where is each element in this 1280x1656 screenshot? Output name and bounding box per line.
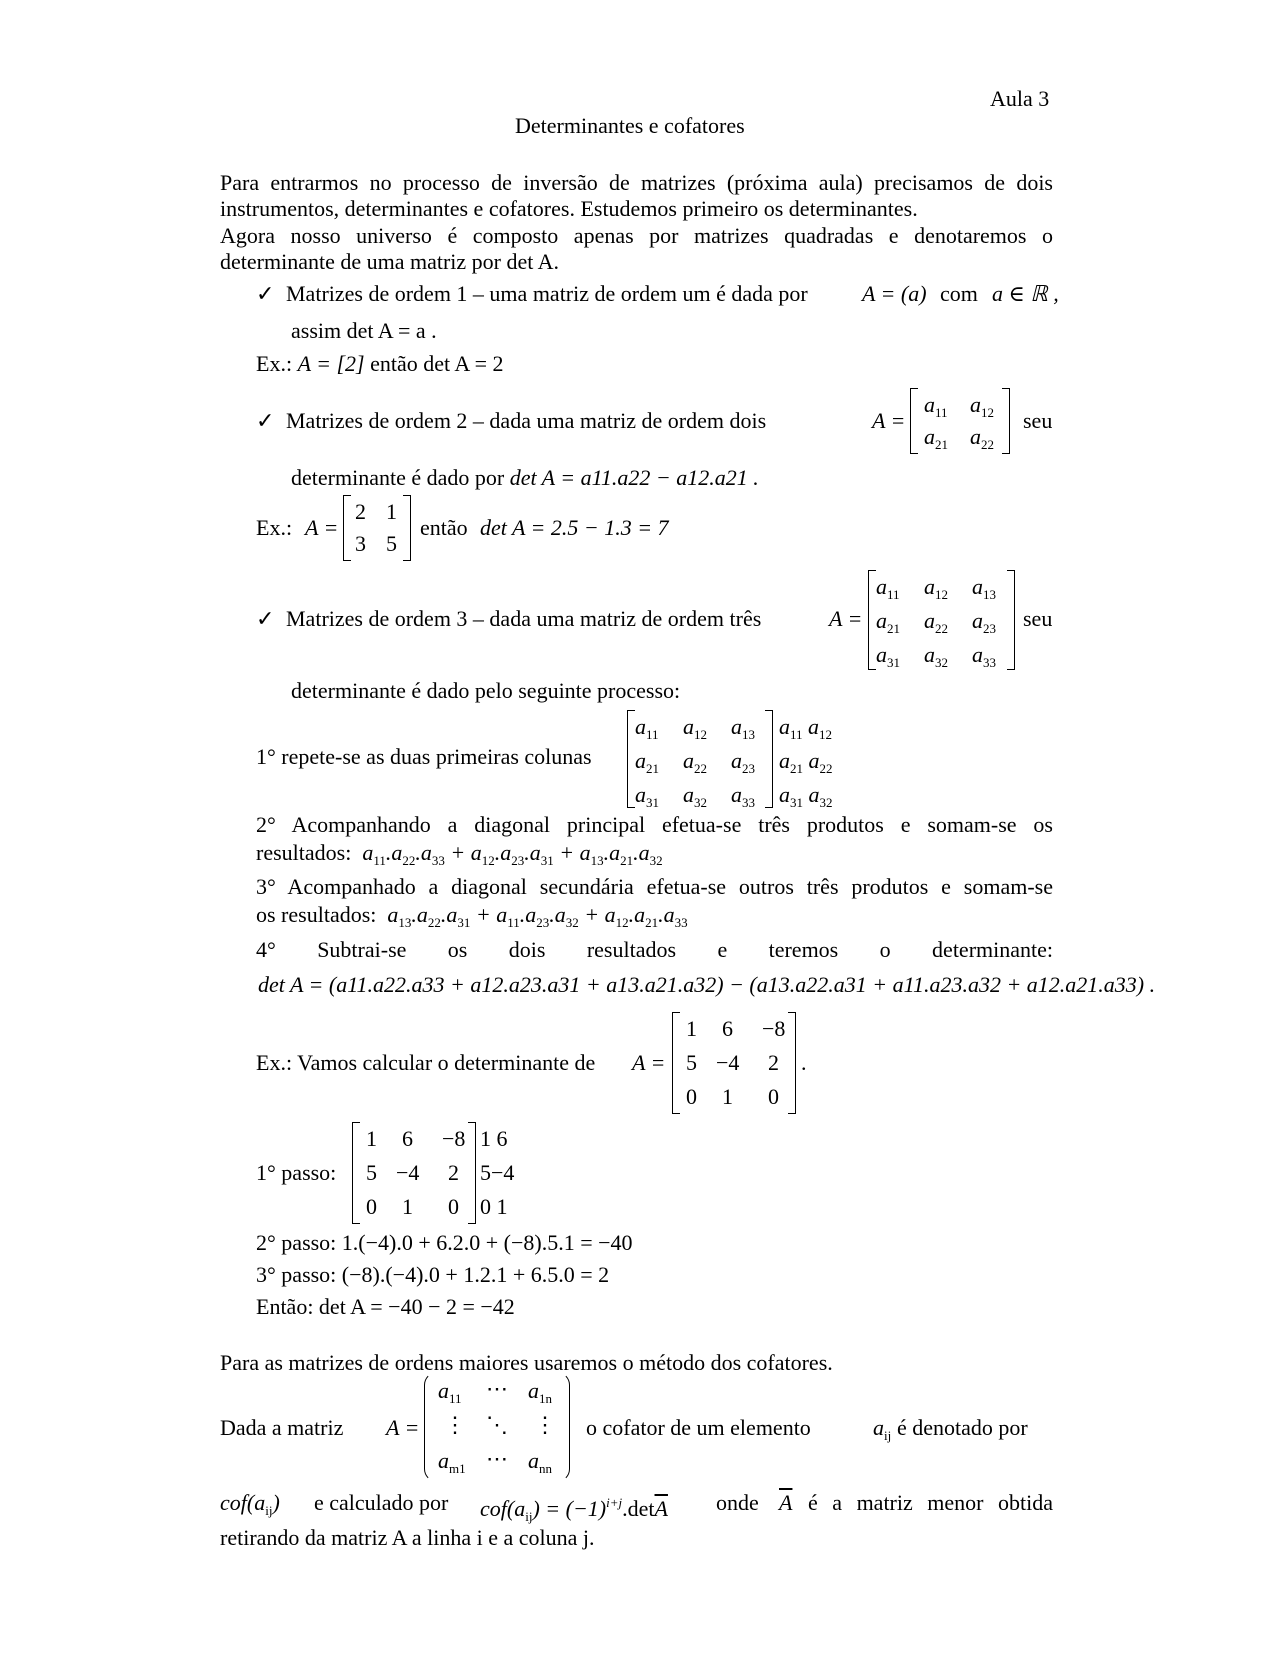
order2-example-lhs: A = (305, 515, 339, 540)
order3-extended-matrix (627, 710, 773, 808)
repeated-columns-row: $a_{11}$ $a_{12}$ (779, 714, 833, 742)
matrix-entry: 0 (768, 1084, 779, 1109)
cofactor-notation: $cof(a_{ij})$ (220, 1490, 280, 1518)
order3-step2-line2: resultados: $a_{11}.a_{22}.a_{33} + a_{12}.a_{23}.a_{31} + a_{13}.a_{21}.a_{32}$ (256, 840, 663, 868)
order1-set: a ∈ ℝ , (992, 281, 1059, 306)
cofactor-formula: $cof(a_{ij}) = (-1)^{i+j}.\det\overline{A}$ (480, 1495, 668, 1524)
matrix-entry: 1 (686, 1016, 697, 1041)
matrix-entry: −8 (762, 1016, 786, 1041)
order3-step2-line1: 2° Acompanhando a diagonal principal efetua-se três produtos e somam-se os (256, 812, 1053, 837)
matrix-entry: $a_{23}$ (972, 608, 996, 636)
repeated-columns-row: $a_{21}$ $a_{22}$ (779, 748, 833, 776)
cofactor-given: Dada a matriz (220, 1415, 344, 1440)
repeated-columns-row: 5−4 (480, 1160, 515, 1185)
order1-formula: A = (a) (862, 281, 927, 306)
matrix-entry: $a_{32}$ (924, 642, 948, 670)
cofactor-aij: $a_{ij}$ (873, 1415, 892, 1443)
matrix-entry: ⋮ (444, 1412, 466, 1437)
order2-example-result: det A = 2.5 − 1.3 = 7 (480, 515, 669, 540)
matrix-entry: $a_{23}$ (731, 748, 755, 776)
cofactor-desc: o cofator de um elemento (586, 1415, 811, 1440)
order3-text: Matrizes de ordem 3 – dada uma matriz de ordem três (286, 606, 762, 631)
matrix-entry: $a_{13}$ (972, 574, 996, 602)
example-label: Ex.: (256, 351, 293, 376)
matrix-entry: $a_{33}$ (731, 782, 755, 810)
order2-example-matrix (343, 495, 411, 561)
order3-matrix (868, 570, 1015, 670)
example3-step2: 2° passo: 1.(−4).0 + 6.2.0 + (−8).5.1 = −40 (256, 1230, 633, 1255)
example3-step1-label: 1° passo: (256, 1160, 337, 1185)
order3-step4-formula: det A = (a11.a22.a33 + a12.a23.a31 + a13.a21.a32) − (a13.a22.a31 + a11.a23.a32 + a12.a21.a33) . (258, 972, 1156, 997)
order1-com: com (940, 281, 978, 306)
matrix-entry: $a_{1n}$ (528, 1378, 552, 1406)
matrix-entry: 2 (448, 1160, 459, 1185)
repeated-columns-row: 0 1 (480, 1194, 508, 1219)
matrix-entry: 0 (686, 1084, 697, 1109)
example3-lhs: A = (632, 1050, 666, 1075)
order3-step1: 1° repete-se as duas primeiras colunas (256, 744, 592, 769)
matrix-entry: $a_{12}$ (924, 574, 948, 602)
example-then: então (370, 351, 418, 376)
matrix-entry: −8 (442, 1126, 466, 1151)
secondary-diagonal-formula: $a_{13}.a_{22}.a_{31} + a_{11}.a_{23}.a_{32} + a_{12}.a_{21}.a_{33}$ (381, 902, 688, 930)
matrix-entry: ⋮ (534, 1412, 556, 1437)
order2-seu: seu (1023, 408, 1053, 433)
matrix-entry: $a_{22}$ (970, 424, 994, 452)
order2-lhs: A = (872, 408, 906, 433)
order3-lhs: A = (829, 606, 863, 631)
matrix-entry: $a_{13}$ (731, 714, 755, 742)
order1-bullet (256, 281, 808, 307)
order3-bullet (256, 606, 761, 632)
cofactor-calc: e calculado por (314, 1490, 449, 1515)
order3-det-text: determinante é dado pelo seguinte processo: (291, 678, 681, 703)
matrix-entry: −4 (716, 1050, 740, 1075)
matrix-entry: $a_{22}$ (683, 748, 707, 776)
checkmark-icon: ✓ (256, 606, 275, 631)
intro-line-2: instrumentos, determinantes e cofatores. Estudemos primeiro os determinantes. (220, 196, 918, 221)
matrix-entry: 5 (366, 1160, 377, 1185)
intro-line-3: Agora nosso universo é composto apenas por matrizes quadradas e denotaremos o (220, 223, 1053, 248)
cofactor-lhs: A = (386, 1415, 420, 1440)
matrix-entry: $a_{nn}$ (528, 1448, 552, 1476)
order3-step4-line1: 4° Subtrai-se os dois resultados e teremos o determinante: (256, 937, 1053, 962)
matrix-entry: 1 (386, 499, 397, 524)
repeated-columns-row: $a_{31}$ $a_{32}$ (779, 782, 833, 810)
minor-matrix-symbol: $\overline{A}$ (779, 1490, 793, 1515)
matrix-entry: $a_{21}$ (635, 748, 659, 776)
order2-matrix (910, 388, 1010, 454)
order2-det-text: determinante é dado por (291, 465, 505, 490)
example-matrix: A = [2] (297, 351, 365, 376)
matrix-entry: $a_{33}$ (972, 642, 996, 670)
matrix-entry: 1 (366, 1126, 377, 1151)
cofactor-onde: onde (716, 1490, 759, 1515)
order1-assim: assim det A = a . (291, 318, 437, 343)
matrix-entry: 2 (355, 499, 366, 524)
checkmark-icon: ✓ (256, 281, 275, 306)
order2-example-then: então (420, 515, 468, 540)
checkmark-icon: ✓ (256, 408, 275, 433)
example3-matrix (672, 1012, 796, 1114)
matrix-entry: 5 (686, 1050, 697, 1075)
order3-seu: seu (1023, 606, 1053, 631)
matrix-entry: 6 (722, 1016, 733, 1041)
order2-det-line (291, 465, 759, 491)
lesson-number: Aula 3 (990, 86, 1050, 111)
cofactor-desc2: é a matriz menor obtida (808, 1490, 1053, 1515)
cofactor-intro: Para as matrizes de ordens maiores usaremos o método dos cofatores. (220, 1350, 833, 1375)
matrix-entry: 0 (366, 1194, 377, 1219)
example-result: det A = 2 (423, 351, 504, 376)
matrix-entry: $a_{11}$ (876, 574, 900, 602)
matrix-entry: ⋱ (486, 1412, 508, 1437)
matrix-entry: 1 (402, 1194, 413, 1219)
cofactor-denoted: é denotado por (897, 1415, 1028, 1440)
matrix-entry: $a_{21}$ (924, 424, 948, 452)
matrix-entry: 2 (768, 1050, 779, 1075)
matrix-entry: $a_{11}$ (438, 1378, 462, 1406)
matrix-entry: 5 (386, 531, 397, 556)
matrix-entry: $a_{m1}$ (438, 1448, 466, 1476)
cofactor-last-line: retirando da matriz A a linha i e a coluna j. (220, 1525, 595, 1550)
principal-diagonal-formula: $a_{11}.a_{22}.a_{33} + a_{12}.a_{23}.a_{31} + a_{13}.a_{21}.a_{32}$ (356, 840, 663, 868)
matrix-entry: $a_{12}$ (970, 392, 994, 420)
example3-extended-matrix (352, 1122, 476, 1224)
order2-text: Matrizes de ordem 2 – dada uma matriz de ordem dois (286, 408, 767, 433)
example3-step3: 3° passo: (−8).(−4).0 + 1.2.1 + 6.5.0 = 2 (256, 1262, 610, 1287)
page-title: Determinantes e cofatores (515, 113, 745, 138)
matrix-entry: ⋯ (486, 1376, 508, 1401)
matrix-entry: $a_{31}$ (876, 642, 900, 670)
matrix-entry: 0 (448, 1194, 459, 1219)
order2-bullet (256, 408, 766, 434)
matrix-entry: −4 (396, 1160, 420, 1185)
matrix-entry: 1 (722, 1084, 733, 1109)
matrix-entry: 6 (402, 1126, 413, 1151)
matrix-entry: $a_{31}$ (635, 782, 659, 810)
order2-det-formula: det A = a11.a22 − a12.a21 . (509, 465, 759, 490)
general-matrix (424, 1372, 570, 1482)
order1-example (256, 351, 503, 377)
intro-line-4: determinante de uma matriz por det A. (220, 249, 560, 274)
repeated-columns-row: 1 6 (480, 1126, 508, 1151)
example3-end: . (801, 1050, 807, 1075)
matrix-entry: 3 (355, 531, 366, 556)
matrix-entry: $a_{21}$ (876, 608, 900, 636)
order3-step3-line1: 3° Acompanhado a diagonal secundária efetua-se outros três produtos e somam-se (256, 874, 1053, 899)
example3-conclusion: Então: det A = −40 − 2 = −42 (256, 1294, 515, 1319)
matrix-entry: ⋯ (486, 1446, 508, 1471)
matrix-entry: $a_{32}$ (683, 782, 707, 810)
intro-line-1: Para entrarmos no processo de inversão de matrizes (próxima aula) precisamos de dois (220, 170, 1053, 195)
matrix-entry: $a_{11}$ (635, 714, 659, 742)
order1-text: Matrizes de ordem 1 – uma matriz de ordem um é dada por (286, 281, 808, 306)
matrix-entry: $a_{12}$ (683, 714, 707, 742)
matrix-entry: $a_{22}$ (924, 608, 948, 636)
order3-step3-line2: os resultados: $a_{13}.a_{22}.a_{31} + a_{11}.a_{23}.a_{32} + a_{12}.a_{21}.a_{33}$ (256, 902, 688, 930)
order2-example-label: Ex.: (256, 515, 293, 540)
example3-intro: Ex.: Vamos calcular o determinante de (256, 1050, 596, 1075)
matrix-entry: $a_{11}$ (924, 392, 948, 420)
